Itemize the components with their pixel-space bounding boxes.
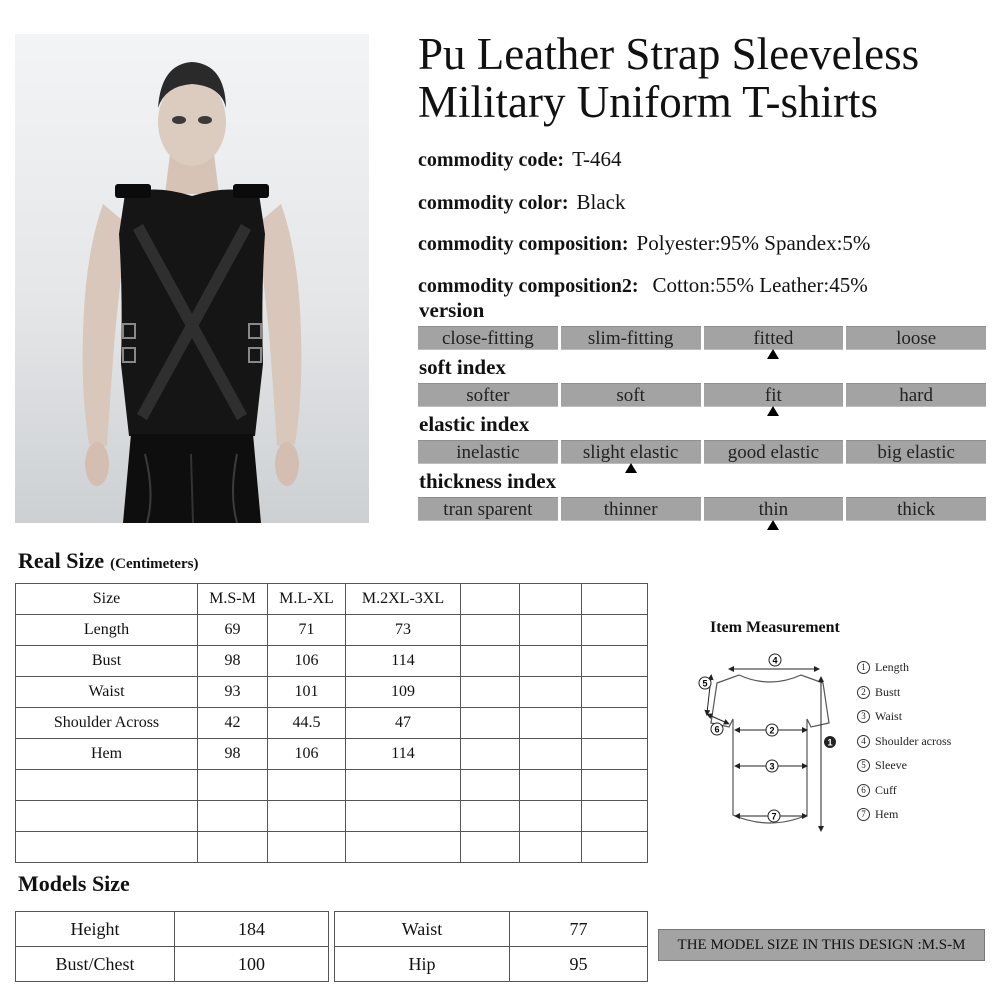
thickness-index-scale — [418, 497, 986, 521]
marker-1 — [824, 736, 836, 748]
table-cell: 109 — [346, 677, 461, 708]
thickness-index-label: thickness index — [419, 469, 557, 493]
item-measurement-title: Item Measurement — [710, 619, 840, 636]
spec-color — [418, 190, 626, 215]
table-cell — [582, 739, 648, 770]
real-size-unit: (Centimeters) — [110, 556, 199, 572]
spec-color-value: Black — [576, 190, 626, 214]
model-illustration — [15, 34, 369, 523]
marker-2 — [766, 724, 778, 736]
marker-5 — [699, 677, 711, 689]
table-cell — [198, 832, 268, 863]
spec-code-label: commodity code: — [418, 149, 565, 171]
table-cell — [461, 832, 520, 863]
table-cell: Waist — [335, 912, 510, 947]
elastic-index-scale — [418, 440, 986, 464]
table-cell: Height — [16, 912, 175, 947]
svg-text:3: 3 — [769, 761, 775, 772]
spec-code — [418, 147, 621, 172]
table-cell — [461, 708, 520, 739]
thickness-indicator-icon — [767, 520, 779, 530]
models-size-heading: Models Size — [18, 871, 130, 896]
table-row — [16, 646, 648, 677]
table-cell: 42 — [198, 708, 268, 739]
soft-index-label: soft index — [419, 355, 506, 379]
table-cell — [582, 615, 648, 646]
svg-text:4: 4 — [772, 655, 778, 666]
table-cell: Hip — [335, 947, 510, 982]
table-cell: Bust — [16, 646, 198, 677]
table-row — [335, 912, 648, 947]
table-cell — [198, 801, 268, 832]
spec-code-value: T-464 — [572, 147, 622, 171]
legend-number: 6 — [857, 784, 870, 797]
svg-text:2: 2 — [769, 725, 775, 736]
elastic-option: good elastic — [704, 440, 844, 464]
spec-composition2-label: commodity composition2: — [418, 275, 639, 297]
version-option: fitted — [704, 326, 844, 350]
real-size-table — [15, 583, 648, 863]
table-cell — [582, 832, 648, 863]
table-cell: 101 — [268, 677, 346, 708]
table-row — [335, 947, 648, 982]
table-cell: 73 — [346, 615, 461, 646]
table-header-cell — [461, 584, 520, 615]
table-row — [16, 832, 648, 863]
legend-number: 7 — [857, 808, 870, 821]
svg-text:1: 1 — [827, 737, 833, 748]
table-cell: 95 — [510, 947, 648, 982]
table-cell: 98 — [198, 739, 268, 770]
table-cell: 44.5 — [268, 708, 346, 739]
spec-color-label: commodity color: — [418, 192, 569, 214]
measurement-diagram — [695, 645, 845, 840]
table-cell — [16, 801, 198, 832]
legend-label: Waist — [875, 709, 903, 723]
table-cell: 71 — [268, 615, 346, 646]
title-line-2: Military Uniform T-shirts — [418, 77, 878, 127]
table-cell — [461, 770, 520, 801]
legend-label: Shoulder across — [875, 733, 952, 748]
table-row — [16, 739, 648, 770]
table-cell — [520, 832, 582, 863]
table-row — [16, 708, 648, 739]
product-photo — [15, 34, 369, 523]
thickness-option: tran sparent — [418, 497, 558, 521]
table-row — [16, 770, 648, 801]
table-header-row — [16, 584, 648, 615]
legend-item — [857, 753, 951, 778]
legend-item — [857, 704, 951, 729]
legend-label: Hem — [875, 807, 899, 821]
legend-item — [857, 655, 951, 680]
version-option: slim-fitting — [561, 326, 701, 350]
version-indicator-icon — [767, 349, 779, 359]
table-cell — [268, 801, 346, 832]
table-cell: 184 — [175, 912, 329, 947]
models-size-table-left — [15, 911, 329, 982]
thickness-option: thinner — [561, 497, 701, 521]
table-cell — [582, 646, 648, 677]
soft-option: softer — [418, 383, 558, 407]
table-cell — [582, 801, 648, 832]
version-option: loose — [846, 326, 986, 350]
table-row — [16, 615, 648, 646]
table-row — [16, 912, 329, 947]
table-header-cell — [582, 584, 648, 615]
table-cell: Hem — [16, 739, 198, 770]
legend-label: Sleeve — [875, 758, 907, 772]
table-cell — [520, 770, 582, 801]
marker-4 — [769, 654, 781, 666]
table-header-cell — [520, 584, 582, 615]
table-cell — [520, 708, 582, 739]
version-option: close-fitting — [418, 326, 558, 350]
tshirt-outline-diagram — [695, 645, 845, 835]
spec-composition — [418, 231, 870, 256]
table-header-cell: M.L-XL — [268, 584, 346, 615]
table-cell — [582, 708, 648, 739]
legend-item — [857, 778, 951, 803]
version-scale — [418, 326, 986, 350]
table-header-cell: M.S-M — [198, 584, 268, 615]
measurement-legend — [857, 655, 951, 827]
legend-number: 2 — [857, 686, 870, 699]
spec-composition-value: Polyester:95% Spandex:5% — [636, 231, 871, 255]
table-cell — [461, 801, 520, 832]
marker-7 — [768, 810, 780, 822]
real-size-title: Real Size — [18, 548, 105, 573]
table-row — [16, 677, 648, 708]
table-row — [16, 947, 329, 982]
elastic-option: inelastic — [418, 440, 558, 464]
table-cell — [461, 739, 520, 770]
legend-item — [857, 680, 951, 705]
title-line-1: Pu Leather Strap Sleeveless — [418, 29, 920, 79]
table-cell: Bust/Chest — [16, 947, 175, 982]
legend-label: Cuff — [875, 782, 897, 797]
table-cell: 106 — [268, 646, 346, 677]
spec-composition2 — [418, 273, 868, 298]
table-cell: 98 — [198, 646, 268, 677]
table-cell: 100 — [175, 947, 329, 982]
spec-composition2-value: Cotton:55% Leather:45% — [652, 273, 868, 297]
svg-text:7: 7 — [771, 811, 777, 822]
table-cell: 47 — [346, 708, 461, 739]
soft-option: soft — [561, 383, 701, 407]
table-cell — [16, 770, 198, 801]
table-cell — [520, 677, 582, 708]
table-cell — [582, 770, 648, 801]
table-cell — [520, 801, 582, 832]
table-cell — [268, 832, 346, 863]
table-cell — [346, 832, 461, 863]
elastic-indicator-icon — [625, 463, 637, 473]
models-size-table-right — [334, 911, 648, 982]
soft-index-scale — [418, 383, 986, 407]
table-cell — [520, 615, 582, 646]
table-cell — [16, 832, 198, 863]
spec-composition-label: commodity composition: — [418, 233, 629, 255]
marker-3 — [766, 760, 778, 772]
legend-item — [857, 802, 951, 827]
table-cell: 77 — [510, 912, 648, 947]
table-header-cell: M.2XL-3XL — [346, 584, 461, 615]
table-cell — [520, 739, 582, 770]
elastic-option: big elastic — [846, 440, 986, 464]
table-header-cell: Size — [16, 584, 198, 615]
elastic-option: slight elastic — [561, 440, 701, 464]
table-cell: 114 — [346, 739, 461, 770]
legend-item — [857, 729, 951, 754]
table-cell — [520, 646, 582, 677]
table-cell: 114 — [346, 646, 461, 677]
table-cell — [198, 770, 268, 801]
soft-indicator-icon — [767, 406, 779, 416]
table-cell: 69 — [198, 615, 268, 646]
soft-option: hard — [846, 383, 986, 407]
legend-number: 5 — [857, 759, 870, 772]
legend-number: 1 — [857, 661, 870, 674]
table-cell — [346, 801, 461, 832]
table-cell: 106 — [268, 739, 346, 770]
table-cell — [461, 615, 520, 646]
legend-label: Bustt — [875, 684, 901, 699]
table-cell: Length — [16, 615, 198, 646]
model-size-note: THE MODEL SIZE IN THIS DESIGN :M.S-M — [658, 929, 985, 961]
legend-number: 3 — [857, 710, 870, 723]
svg-text:5: 5 — [702, 678, 708, 689]
table-cell: 93 — [198, 677, 268, 708]
tshirt-outline — [711, 675, 829, 823]
table-cell — [346, 770, 461, 801]
elastic-index-label: elastic index — [419, 412, 530, 436]
marker-6 — [711, 723, 723, 735]
table-row — [16, 801, 648, 832]
version-label: version — [419, 298, 485, 322]
table-cell: Shoulder Across — [16, 708, 198, 739]
svg-text:6: 6 — [714, 724, 720, 735]
table-cell — [582, 677, 648, 708]
table-cell — [461, 677, 520, 708]
soft-option: fit — [704, 383, 844, 407]
thickness-option: thick — [846, 497, 986, 521]
thickness-option: thin — [704, 497, 844, 521]
legend-label: Length — [875, 660, 909, 674]
table-cell: Waist — [16, 677, 198, 708]
legend-number: 4 — [857, 735, 870, 748]
table-cell — [268, 770, 346, 801]
real-size-heading — [18, 548, 198, 574]
product-title — [418, 30, 993, 126]
table-cell — [461, 646, 520, 677]
